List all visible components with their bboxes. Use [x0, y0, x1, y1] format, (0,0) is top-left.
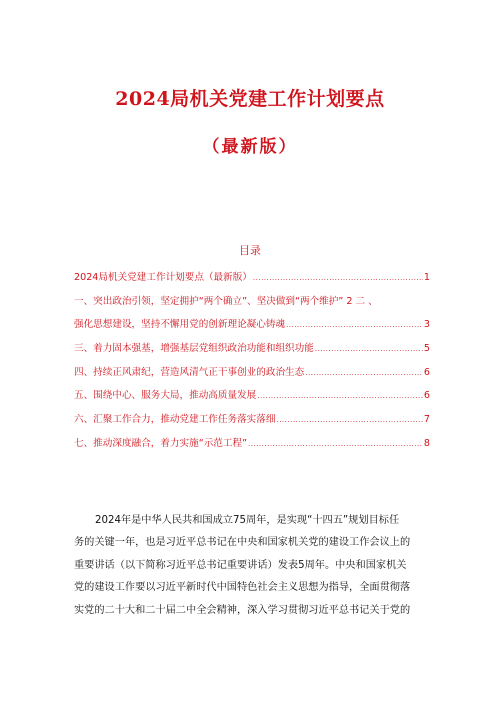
toc-entry-text: 七、推动深度融合，着力实施“示范工程” — [74, 437, 248, 449]
table-of-contents — [74, 269, 430, 459]
toc-entry-text: 六、汇聚工作合力，推动党建工作任务落实落细 — [74, 414, 276, 426]
toc-entry[interactable] — [74, 411, 430, 435]
document-title: 2024局机关党建工作计划要点 — [115, 88, 385, 110]
body-line: 重要讲话（以下简称习近平总书记重要讲话）发表5周年。中央和国家机关 — [74, 559, 407, 571]
toc-leader-dots — [286, 321, 423, 329]
toc-entry-text: 五、围绕中心、服务大局，推动高质量发展 — [74, 390, 257, 402]
body-line: 实党的二十大和二十届二中全会精神，深入学习贯彻习近平总书记关于党的 — [74, 604, 411, 616]
toc-entry-text: 2024局机关党建工作计划要点（最新版） — [74, 272, 252, 283]
body-line: 2024年是中华人民共和国成立75周年，是实现“十四五”规划目标任 — [95, 515, 400, 526]
toc-entry[interactable] — [74, 293, 430, 317]
toc-entry[interactable] — [74, 364, 430, 388]
toc-entry-page: 5 — [423, 343, 430, 355]
toc-entry-text: 四、持续正风肃纪，营造风清气正干事创业的政治生态 — [74, 366, 305, 378]
toc-leader-dots — [305, 369, 423, 377]
toc-entry[interactable] — [74, 435, 430, 459]
body-line: 务的关键一年，也是习近平总书记在中央和国家机关党的建设工作会议上的 — [74, 537, 411, 549]
toc-entry[interactable] — [74, 387, 430, 411]
toc-entry-text: 强化思想建设，坚持不懈用党的创新理论凝心铸魂 — [74, 319, 286, 331]
toc-entry-page: 3 — [423, 319, 430, 331]
toc-entry-page: 6 — [423, 366, 430, 378]
document-subtitle: （最新版） — [202, 137, 298, 157]
toc-leader-dots — [248, 440, 423, 448]
toc-entry-page: 1 — [423, 272, 430, 283]
toc-entry-page: 6 — [423, 390, 430, 402]
toc-entry-page: 7 — [423, 414, 430, 426]
body-line: 党的建设工作要以习近平新时代中国特色社会主义思想为指导，全面贯彻落 — [74, 582, 411, 594]
toc-entry[interactable] — [74, 340, 430, 364]
toc-entry-text: 一、突出政治引领，坚定拥护“两个确立”、坚决做到“两个维护” 2 二 、 — [74, 295, 378, 307]
toc-entry[interactable] — [74, 316, 430, 340]
toc-entry[interactable] — [74, 269, 430, 293]
toc-heading: 目录 — [239, 244, 261, 257]
toc-leader-dots — [315, 345, 423, 353]
body-paragraph — [74, 510, 430, 622]
toc-entry-page: 8 — [423, 437, 430, 449]
toc-leader-dots — [257, 392, 423, 400]
toc-entry-text: 三、着力固本强基，增强基层党组织政治功能和组织功能 — [74, 343, 314, 355]
toc-leader-dots — [276, 416, 422, 424]
toc-leader-dots — [253, 274, 423, 282]
